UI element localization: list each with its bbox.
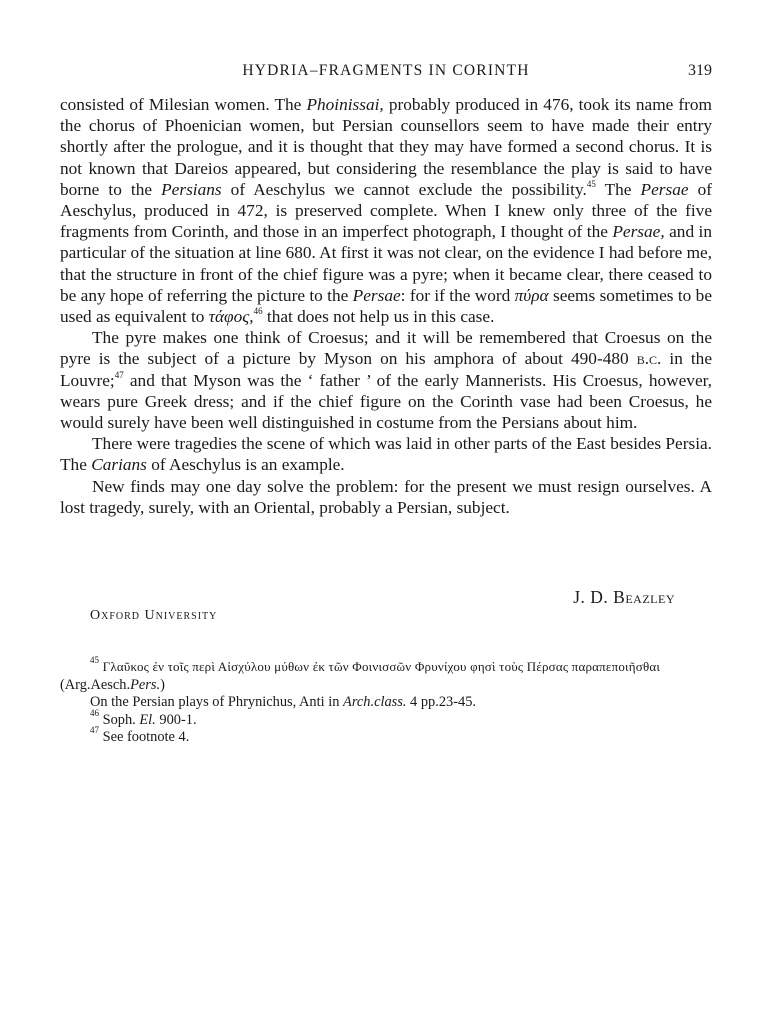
text-run: and in particular of the situation at line 680. At first it was not clear, on the evidence I had before me, that the structure in front of the chief figure was a pyre; when it became clear, there ceased to be any hope of referring the picture to the	[60, 222, 712, 305]
greek-word: τάφος,	[208, 307, 254, 327]
text-run: Soph.	[99, 711, 140, 728]
footnote-number: 47	[90, 725, 99, 736]
text-run: probably produced in 476, took its name from the chorus of Phoenician women, but Persian counsellors seem to have made their entry shortly after the prologue, and it is thought that they may have formed a second chorus. It is not known that Dareios appeared, but considering the resemblance the play is said to have borne to the	[60, 95, 712, 199]
footnote-47	[60, 725, 712, 747]
author-signature: J. D. Beazley	[573, 587, 675, 607]
paragraph-1	[60, 94, 712, 327]
footnote-46	[60, 707, 712, 730]
text-run: The pyre makes one think of Croesus; and it will be remembered that Croesus on the pyre is the subject of a picture by Myson on his amphora of about 490-480	[60, 328, 712, 369]
paragraph-2	[60, 327, 712, 433]
text-run: There were tragedies the scene of which was laid in other parts of the East besides Persia. The	[60, 434, 712, 475]
footnote-ref-45: 45	[586, 178, 596, 189]
text-run: seems sometimes to be used as equivalent to	[60, 285, 712, 327]
italic-title: El.	[139, 711, 156, 728]
italic-title: Persae	[640, 179, 689, 199]
text-run: New finds may one day solve the problem: for the present we must resign ourselves. A lost tragedy, surely, with an Oriental, probably a Persian, subject.	[60, 476, 712, 517]
author-affiliation: Oxford University	[90, 608, 218, 623]
paragraph-3	[60, 433, 712, 475]
text-run: that does not help us in this case.	[262, 307, 495, 327]
footnote-45-continuation	[60, 694, 712, 712]
body-text	[60, 94, 712, 518]
footnotes	[60, 655, 712, 747]
paragraph-4	[60, 476, 712, 518]
italic-title: Persae,	[612, 222, 665, 242]
footnote-45-reference	[60, 677, 712, 695]
footnote-ref-47: 47	[114, 369, 124, 380]
italic-title: Pers.	[130, 676, 161, 693]
text-run: of Aeschylus is an example.	[146, 455, 345, 475]
text-run: : for if the word	[400, 285, 515, 305]
running-title: HYDRIA–FRAGMENTS IN CORINTH	[242, 62, 530, 79]
text-run: On the Persian plays of Phrynichus, Anti in	[90, 694, 344, 711]
text-run: )	[160, 676, 165, 693]
text-run: 4 pp.23-45.	[406, 694, 477, 711]
greek-word: πύρα	[514, 285, 549, 305]
text-run: in the Louvre;	[60, 349, 712, 390]
text-run: See footnote 4.	[99, 729, 190, 746]
italic-title: Carians	[91, 455, 147, 475]
text-run: consisted of Milesian women. The	[60, 95, 307, 114]
footnote-ref-46: 46	[253, 306, 263, 317]
text-run: of Aeschylus, produced in 472, is preserved complete. When I knew only three of the five fragments from Corinth, and those in an imperfect photograph, I thought of the	[60, 179, 712, 242]
text-run: and that Myson was the ‘ father ’ of the early Mannerists. His Croesus, however, wears pure Greek dress; and if the chief figure on the Corinth vase had been Croesus, he would surely have been well distinguished in costume from the Persians about him.	[60, 370, 712, 433]
text-run: of Aeschylus we cannot exclude the possibility.	[221, 179, 587, 199]
text-run: 900-1.	[155, 711, 197, 728]
greek-quotation: Γλαῦκος ἐν τοῖς περὶ Αἰσχύλου μύθων ἐκ τῶν Φοινισσῶν Φρυνίχου φησὶ τοὺς Πέρσας παραπεποιῆσθαι	[102, 659, 661, 674]
italic-title: Arch.class.	[343, 694, 407, 711]
footnote-45	[60, 655, 712, 677]
page-number: 319	[688, 62, 712, 79]
small-caps-text: b.c.	[636, 349, 662, 369]
text-run: (Arg.Aesch.	[60, 676, 131, 693]
italic-title: Persians	[161, 179, 222, 199]
footnote-number: 46	[90, 707, 99, 718]
italic-title: Phoinissai,	[306, 95, 384, 114]
running-head	[60, 62, 712, 84]
italic-title: Persae	[352, 285, 401, 305]
footnote-number: 45	[90, 655, 99, 665]
text-run: The	[595, 179, 641, 199]
